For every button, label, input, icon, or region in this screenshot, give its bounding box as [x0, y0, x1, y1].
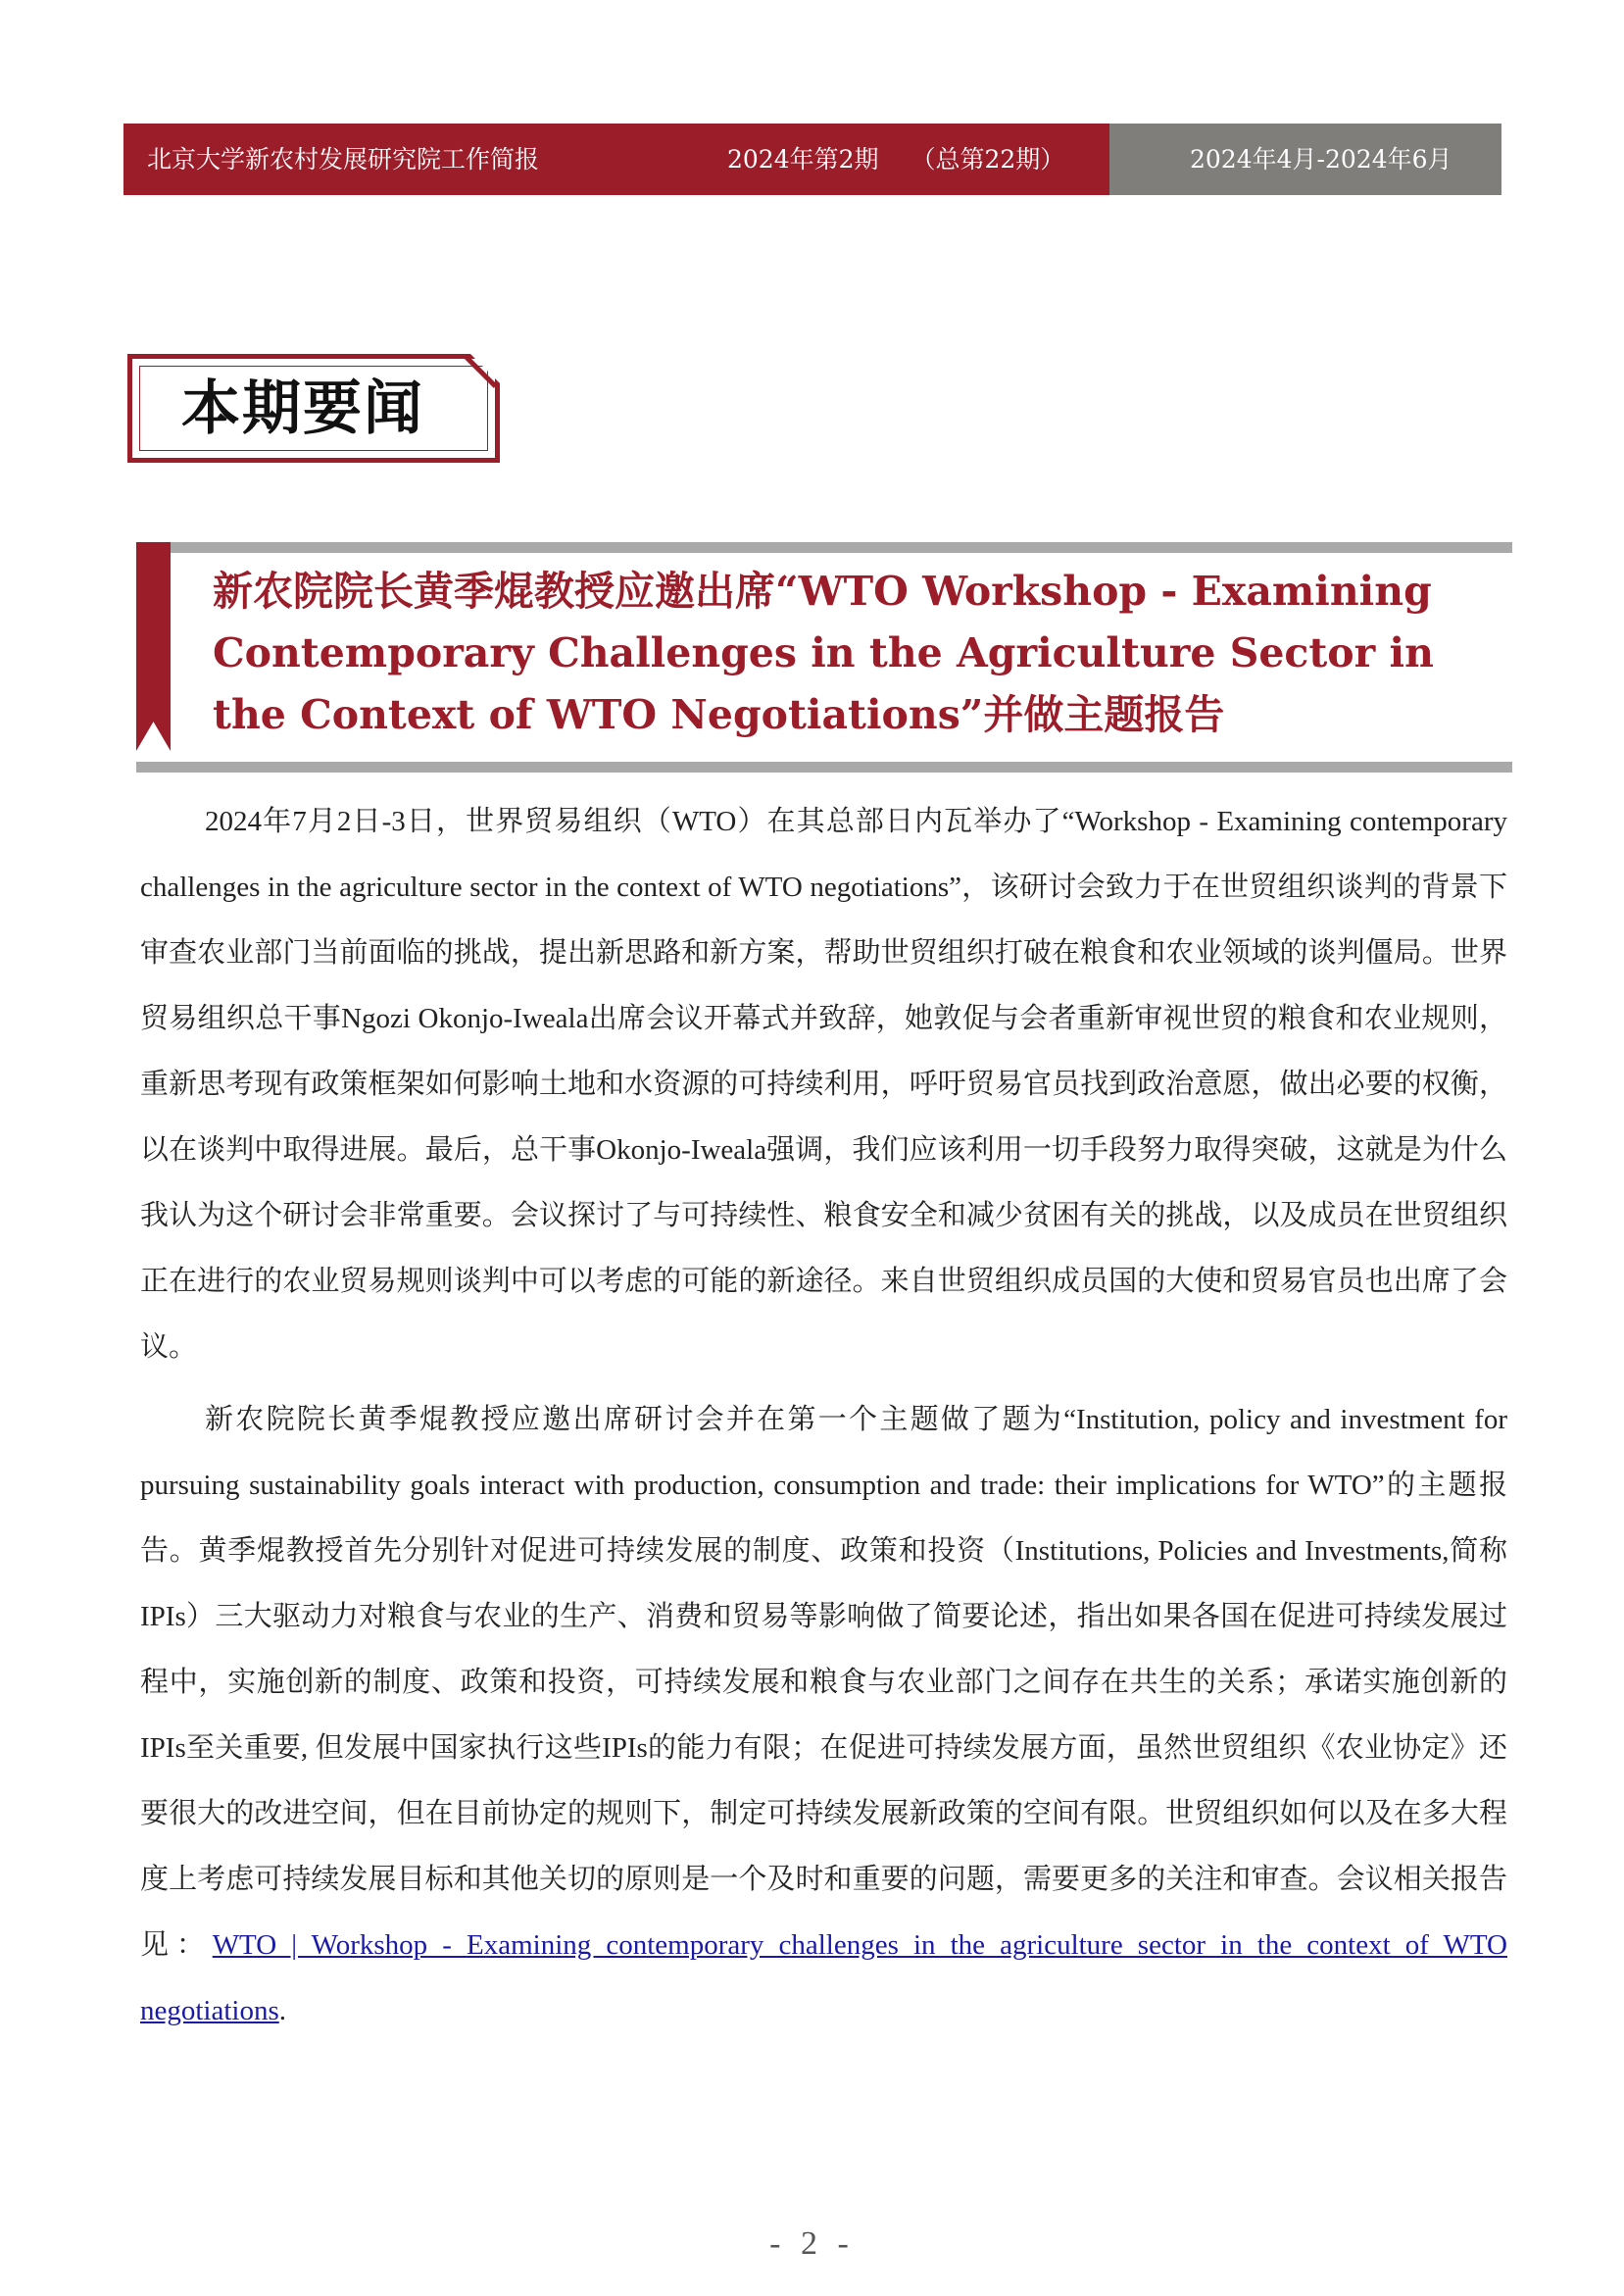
paragraph-2-text: 新农院院长黄季焜教授应邀出席研讨会并在第一个主题做了题为“Institution, policy and investment for pursuing sustainability goals interact with production, consumption and trade: their implications for WTO”的主题报告。黄季焜教授首先分别针对促进可持续发展的制度、政策和投资（Institutions, Policies and Investments,简称IPIs）三大驱动力对粮食与农业的生产、消费和贸易等影响做了简要论述，指出如果各国在促进可持续发展过程中，实施创新的制度、政策和投资，可持续发展和粮食与农业部门之间存在共生的关系；承诺实施创新的IPIs至关重要, 但发展中国家执行这些IPIs的能力有限；在促进可持续发展方面，虽然世贸组织《农业协定》还要很大的改进空间，但在目前协定的规则下，制定可持续发展新政策的空间有限。世贸组织如何以及在多大程度上考虑可持续发展目标和其他关切的原则是一个及时和重要的问题，需要更多的关注和审查。会议相关报告见： — [140, 1404, 1507, 1961]
report-link[interactable]: WTO | Workshop - Examining contemporary challenges in the agriculture sector in the context of WTO negotiations — [140, 1929, 1507, 2026]
header-date-range: 2024年4月-2024年6月 — [1190, 145, 1452, 174]
bookmark-ribbon — [136, 542, 171, 751]
header-org: 北京大学新农村发展研究院工作简报 — [147, 145, 540, 174]
title-rule-bottom — [136, 762, 1512, 773]
section-banner — [127, 354, 500, 463]
header-issue: 2024年第2期 （总第22期） — [727, 145, 1065, 174]
paragraph-2 — [140, 1387, 1507, 2044]
page-number: - 2 - — [769, 2225, 855, 2262]
header-gray-section — [1109, 124, 1501, 195]
paragraph-1: 2024年7月2日-3日，世界贸易组织（WTO）在其总部日内瓦举办了“Workshop - Examining contemporary challenges in the agriculture sector in the context of WTO negotiations”，该研讨会致力于在世贸组织谈判的背景下审查农业部门当前面临的挑战，提出新思路和新方案，帮助世贸组织打破在粮食和农业领域的谈判僵局。世界贸易组织总干事Ngozi Okonjo-Iweala出席会议开幕式并致辞，她敦促与会者重新审视世贸的粮食和农业规则，重新思考现有政策框架如何影响土地和水资源的可持续利用，呼吁贸易官员找到政治意愿，做出必要的权衡，以在谈判中取得进展。最后，总干事Okonjo-Iweala强调，我们应该利用一切手段努力取得突破，这就是为什么我认为这个研讨会非常重要。会议探讨了与可持续性、粮食安全和减少贫困有关的挑战，以及成员在世贸组织正在进行的农业贸易规则谈判中可以考虑的可能的新途径。来自世贸组织成员国的大使和贸易官员也出席了会议。 — [140, 806, 1507, 1363]
header-bar — [123, 124, 1501, 195]
article-title: 新农院院长黄季焜教授应邀出席“WTO Workshop - Examining Contemporary Challenges in the Agriculture Sector in the Context of WTO Negotiations”并做主题报告 — [213, 568, 1434, 738]
article-body — [140, 789, 1507, 2044]
header-red-section — [123, 124, 1109, 195]
section-title: 本期要闻 — [181, 374, 424, 443]
link-suffix: . — [278, 1995, 287, 2026]
title-rule-top — [136, 542, 1512, 553]
